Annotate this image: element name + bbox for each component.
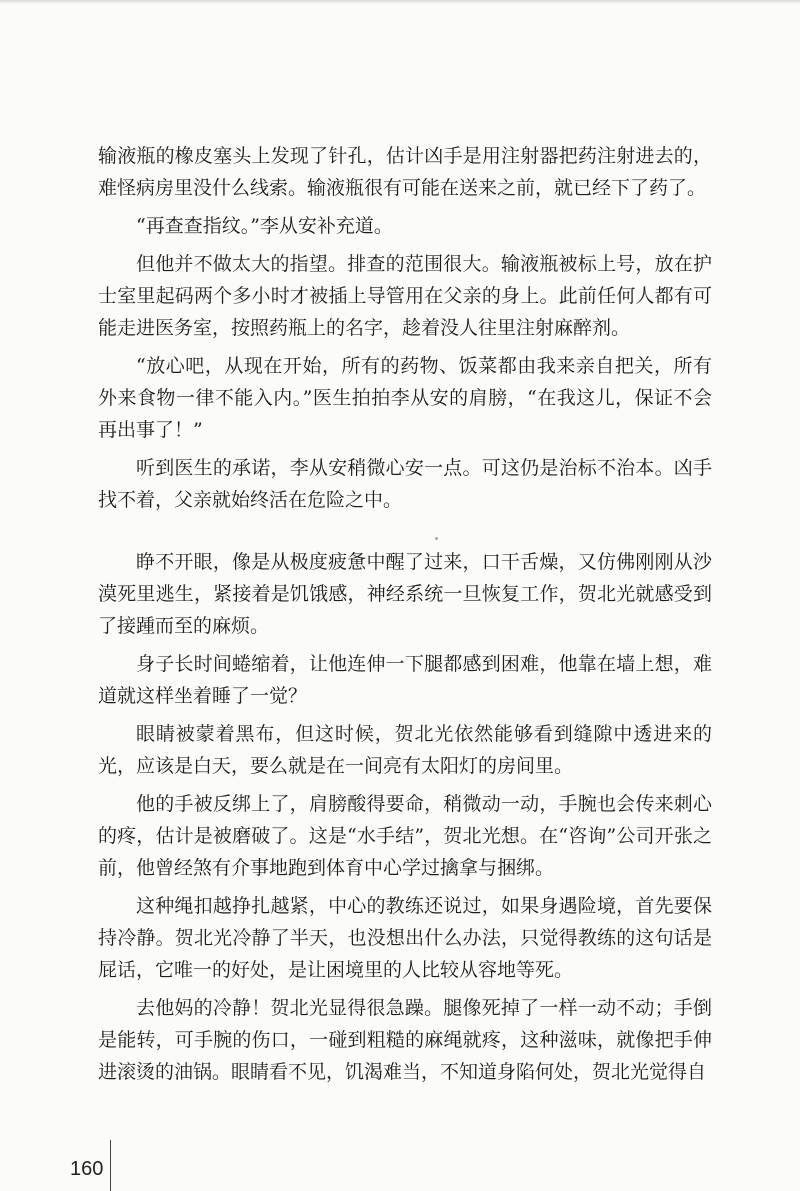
paragraph: 他的手被反绑上了，肩膀酸得要命，稍微动一动，手腕也会传来刺心的疼，估计是被磨破了。这是“水手结”，贺北光想。在“咨询”公司开张之前，他曾经煞有介事地跑到体育中心学过擒拿与捆绑。	[98, 793, 712, 879]
page-number: 160	[70, 1158, 104, 1180]
paragraph: 睁不开眼，像是从极度疲惫中醒了过来，口干舌燥，又仿佛刚刚从沙漠死里逃生，紧接着是饥饿感，神经系统一旦恢复工作，贺北光就感受到了接踵而至的麻烦。	[98, 551, 712, 637]
folio-rule	[110, 1140, 111, 1191]
paragraph: 输液瓶的橡皮塞头上发现了针孔，估计凶手是用注射器把药注射进去的，难怪病房里没什么线索。输液瓶很有可能在送来之前，就已经下了药了。	[98, 145, 712, 199]
paragraph: 但他并不做太大的指望。排查的范围很大。输液瓶被标上号，放在护士室里起码两个多小时才被插上导管用在父亲的身上。此前任何人都有可能走进医务室，按照药瓶上的名字，趁着没人往里注射麻醉剂。	[98, 253, 712, 339]
paragraph: 去他妈的冷静！贺北光显得很急躁。腿像死掉了一样一动不动；手倒是能转，可手腕的伤口，一碰到粗糙的麻绳就疼，这种滋味，就像把手伸进滚烫的油锅。眼睛看不见，饥渴难当，不知道身陷何处，贺北光觉得自	[98, 997, 712, 1083]
paragraph: 听到医生的承诺，李从安稍微心安一点。可这仍是治标不治本。凶手找不着，父亲就始终活在危险之中。	[98, 457, 712, 511]
paragraph: “放心吧，从现在开始，所有的药物、饭菜都由我来亲自把关，所有外来食物一律不能入内。”医生拍拍李从安的肩膀，“在我这儿，保证不会再出事了！”	[98, 355, 712, 441]
paragraph: 身子长时间蜷缩着，让他连伸一下腿都感到困难，他靠在墙上想，难道就这样坐着睡了一觉？	[98, 653, 712, 707]
text-section-1	[98, 140, 712, 516]
section-break-mark	[435, 537, 438, 540]
text-section-2	[98, 546, 712, 1088]
paragraph: “再查查指纹。”李从安补充道。	[136, 215, 393, 237]
page-top-edge	[0, 0, 800, 4]
paragraph: 眼睛被蒙着黑布，但这时候，贺北光依然能够看到缝隙中透进来的光，应该是白天，要么就是在一间亮有太阳灯的房间里。	[98, 723, 712, 777]
paragraph: 这种绳扣越挣扎越紧，中心的教练还说过，如果身遇险境，首先要保持冷静。贺北光冷静了半天，也没想出什么办法，只觉得教练的这句话是屁话，它唯一的好处，是让困境里的人比较从容地等死。	[98, 895, 712, 981]
